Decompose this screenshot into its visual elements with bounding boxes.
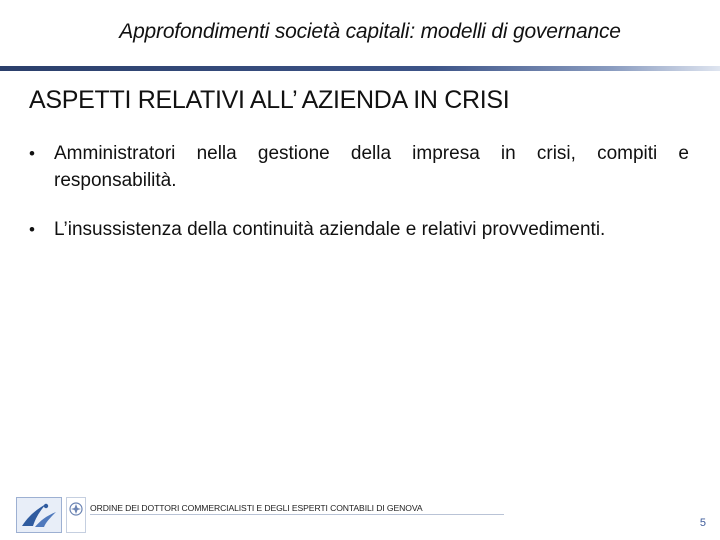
bullet-marker: • — [29, 220, 35, 239]
emblem-icon — [66, 497, 86, 533]
section-title: ASPETTI RELATIVI ALL’ AZIENDA IN CRISI — [29, 86, 510, 114]
page-number: 5 — [699, 517, 706, 529]
bullet-list — [29, 140, 689, 265]
slide-header-title: Approfondimenti società capitali: modelli di governance — [119, 20, 621, 43]
header-divider — [0, 66, 720, 71]
organization-logo-icon — [16, 497, 62, 533]
bullet-item — [29, 216, 689, 243]
footer-divider — [90, 514, 504, 515]
bullet-marker: • — [29, 144, 35, 163]
footer — [16, 497, 504, 533]
bullet-item — [29, 140, 689, 194]
bullet-text: L’insussistenza della continuità aziendale e relativi provvedimenti. — [54, 219, 606, 240]
footer-organization-text: ORDINE DEI DOTTORI COMMERCIALISTI E DEGLI ESPERTI CONTABILI DI GENOVA — [90, 503, 423, 513]
bullet-text: Amministratori nella gestione della impresa in crisi, compiti e responsabilità. — [54, 143, 689, 191]
